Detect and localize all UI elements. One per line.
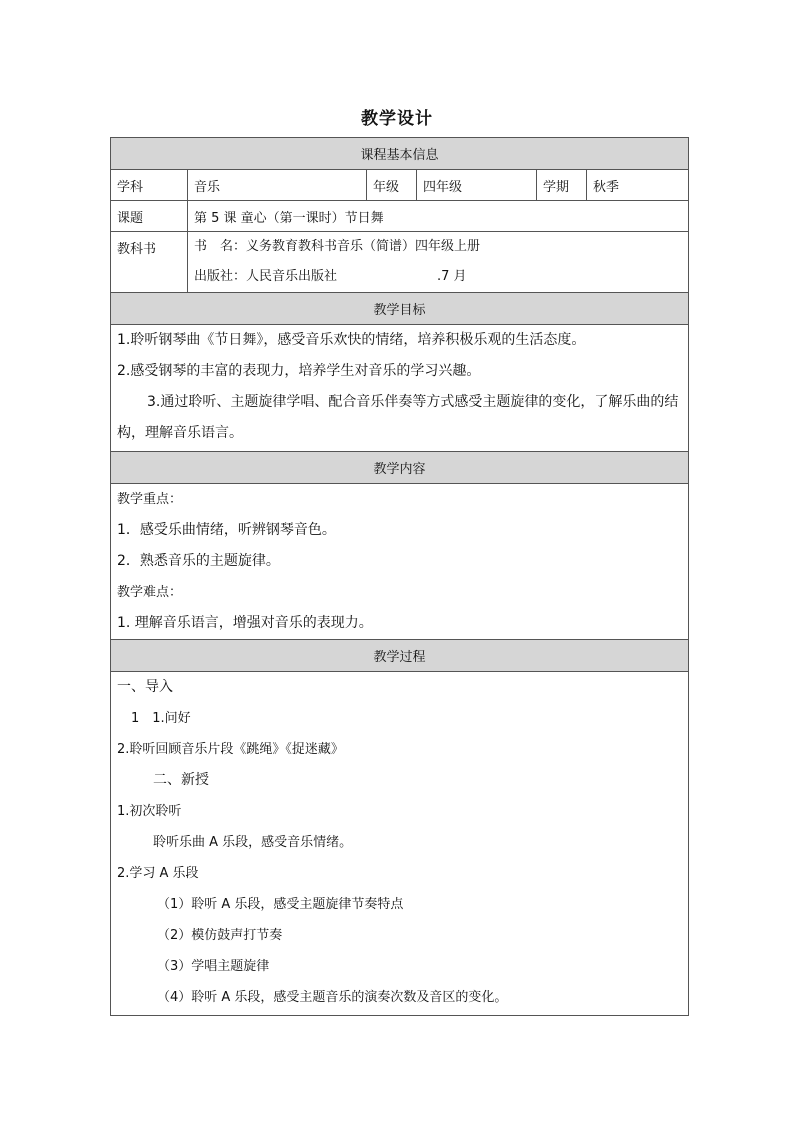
process-item: 2.聆听回顾音乐片段《跳绳》《捉迷藏》 [117,742,344,757]
publisher: 出版社：人民音乐出版社 [194,269,338,284]
key-point-item: 1．感受乐曲情绪，听辨钢琴音色。 [117,522,336,538]
section-title-basic-info: 课程基本信息 [111,138,689,170]
content-list [111,484,689,640]
process-item: 1.初次聆听 [117,804,182,819]
page-title: 教学设计 [361,109,433,129]
topic-label: 课题 [111,201,188,232]
section-header-content [111,452,689,484]
process-item: （3）学唱主题旋律 [157,959,270,974]
content-body [111,484,689,640]
difficulties-heading: 教学难点： [117,585,183,600]
process-item: 1 1.问好 [131,711,191,726]
process-item: 二、新授 [153,772,209,788]
section-header-process [111,640,689,672]
process-body [111,672,689,1016]
grade-value: 四年级 [417,170,537,201]
book-name: 书 名：义务教育教科书音乐（简谱）四年级上册 [194,239,481,254]
process-item: 一、导入 [117,679,173,695]
lesson-plan-table [110,137,689,1016]
topic-value: 第 5 课 童心（第一课时）节日舞 [188,201,689,232]
section-header-goals [111,293,689,325]
term-value: 秋季 [587,170,689,201]
goals-list [111,325,689,452]
key-point-item: 2．熟悉音乐的主题旋律。 [117,553,280,569]
key-points-heading: 教学重点： [117,492,183,507]
subject-label: 学科 [111,170,188,201]
goal-item: 1.聆听钢琴曲《节日舞》，感受音乐欢快的情绪，培养积极乐观的生活态度。 [117,332,586,348]
subject-value: 音乐 [188,170,367,201]
section-header-basic-info [111,138,689,170]
publisher-line [194,262,682,292]
term-label: 学期 [537,170,587,201]
difficulty-item: 1. 理解音乐语言，增强对音乐的表现力。 [117,615,373,631]
info-row-subject [111,170,689,201]
textbook-details [188,232,689,293]
grade-label: 年级 [367,170,417,201]
goal-item: 2.感受钢琴的丰富的表现力，培养学生对音乐的学习兴趣。 [117,363,481,379]
edition: .7 月 [437,269,467,284]
section-title-process: 教学过程 [111,640,689,672]
info-row-textbook [111,232,689,293]
process-item: （4）聆听 A 乐段，感受主题音乐的演奏次数及音区的变化。 [157,990,508,1005]
textbook-label: 教科书 [111,232,188,293]
process-list [111,672,689,1016]
process-item: （2）模仿鼓声打节奏 [157,928,283,943]
process-item: 聆听乐曲 A 乐段，感受音乐情绪。 [153,835,353,850]
goal-item: 3.通过聆听、主题旋律学唱、配合音乐伴奏等方式感受主题旋律的变化，了解乐曲的结构，理解音乐语言。 [117,394,679,441]
process-item: 2.学习 A 乐段 [117,866,199,881]
section-title-content: 教学内容 [111,452,689,484]
info-row-topic [111,201,689,232]
goals-body [111,325,689,452]
section-title-goals: 教学目标 [111,293,689,325]
process-item: （1）聆听 A 乐段，感受主题旋律节奏特点 [157,897,404,912]
